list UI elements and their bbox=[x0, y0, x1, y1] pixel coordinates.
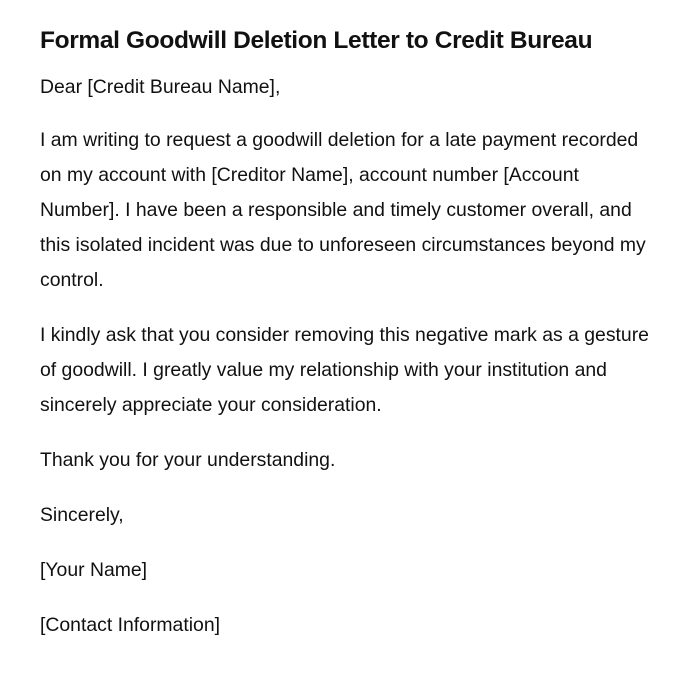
body-paragraph-2: I kindly ask that you consider removing this negative mark as a gesture of goodwill. I greatly value my relationship with your institution and sincerely appreciate your consideration. bbox=[40, 324, 649, 416]
letter-title: Formal Goodwill Deletion Letter to Credit Bureau bbox=[40, 27, 593, 54]
thanks-line: Thank you for your understanding. bbox=[40, 449, 336, 471]
body-paragraph-1: I am writing to request a goodwill deletion for a late payment recorded on my account with [Creditor Name], account number [Account Number]. I have been a responsible and timely customer overall, and this isolated incident was due to unforeseen circumstances beyond my control. bbox=[40, 129, 646, 291]
salutation: Dear [Credit Bureau Name], bbox=[40, 76, 281, 98]
closing-line: Sincerely, bbox=[40, 504, 124, 526]
contact-information: [Contact Information] bbox=[40, 614, 220, 636]
signature-name: [Your Name] bbox=[40, 559, 148, 581]
